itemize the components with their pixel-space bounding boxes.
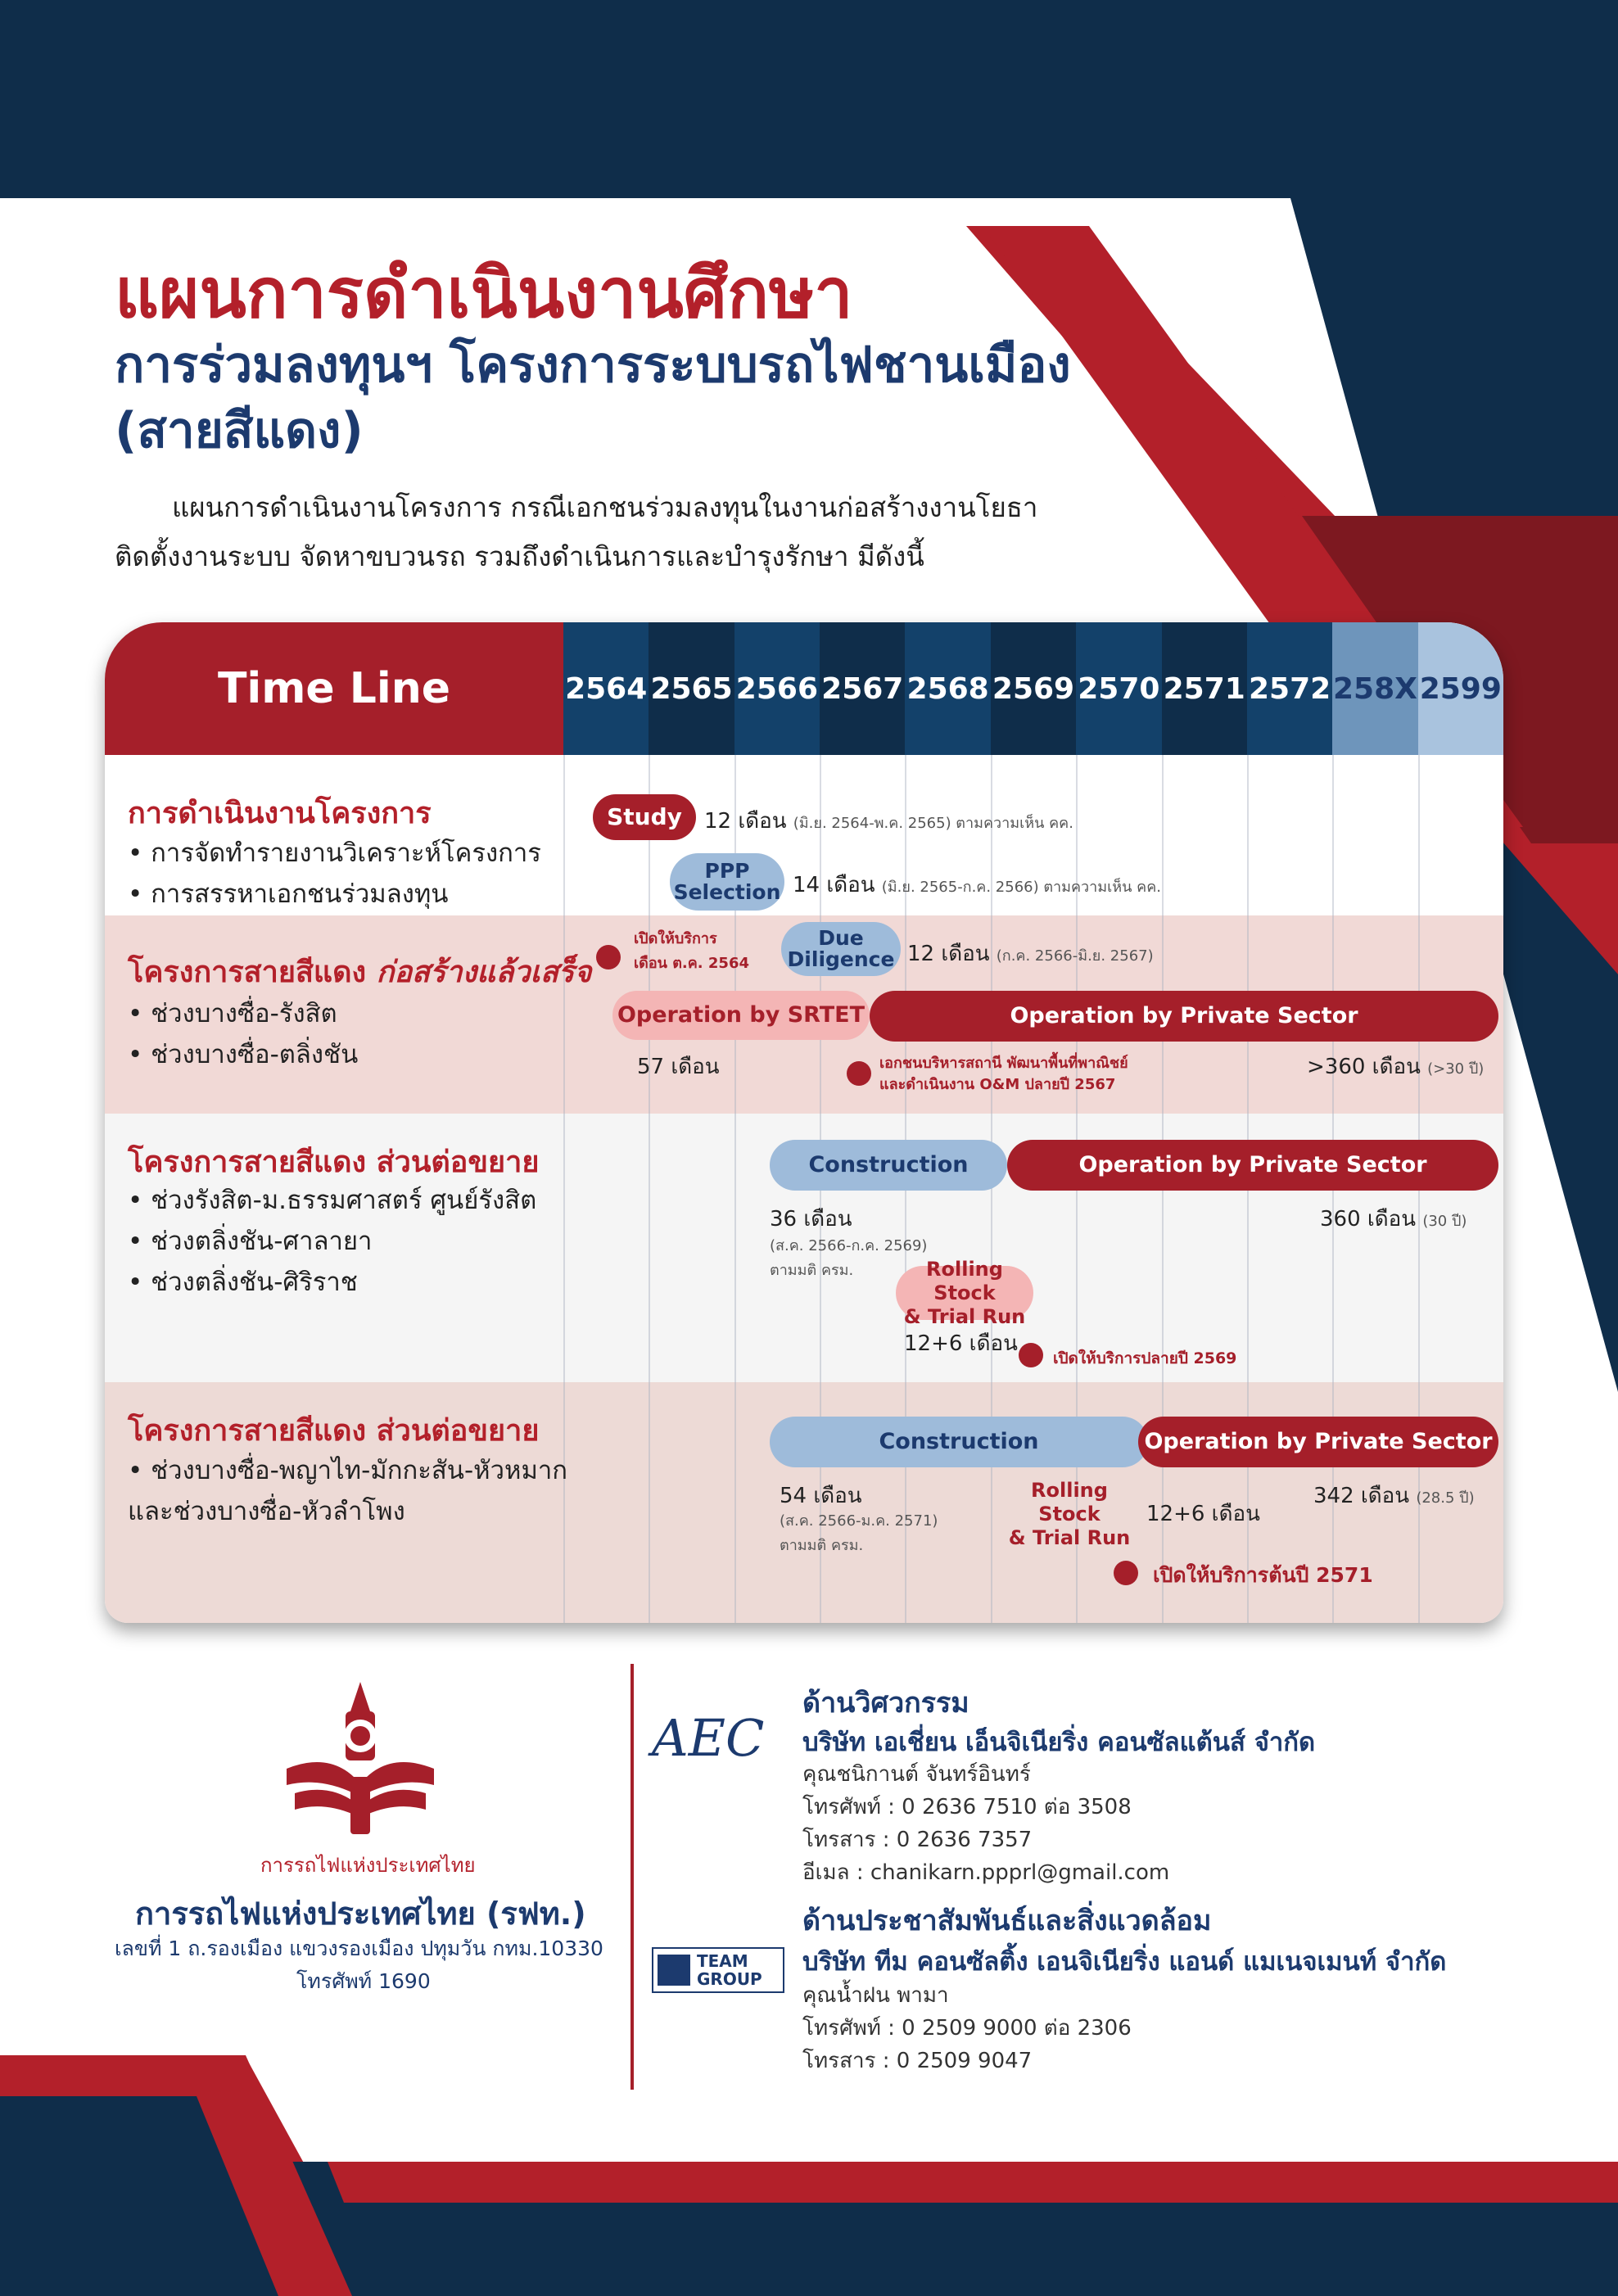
study-note: (มิ.ย. 2564-พ.ค. 2565) ตามความเห็น คค. bbox=[793, 815, 1073, 832]
ppp-duration bbox=[793, 868, 1161, 902]
timeline-header: Time Line bbox=[105, 622, 563, 755]
year-header-0: 2564 bbox=[563, 622, 649, 755]
ppp-selection-bar: PPP Selection bbox=[670, 853, 784, 911]
bullet-text: และช่วงบางซื่อ-หัวลำโพง bbox=[128, 1497, 405, 1526]
construction-duration: 36 เดือน bbox=[770, 1207, 852, 1232]
rolling-stock-label bbox=[1001, 1478, 1138, 1549]
private-duration bbox=[1320, 1202, 1467, 1236]
open-note: เปิดให้บริการปลายปี 2569 bbox=[1053, 1349, 1237, 1367]
engineering-phone: โทรศัพท์ : 0 2636 7510 ต่อ 3508 bbox=[802, 1795, 1132, 1819]
bullet-text: ช่วงบางซื่อ-ตลิ่งชัน bbox=[151, 1040, 359, 1069]
team-logo-icon bbox=[658, 1955, 690, 1986]
pr-fax: โทรสาร : 0 2509 9047 bbox=[802, 2049, 1033, 2073]
srtet-duration: 57 เดือน bbox=[637, 1055, 720, 1079]
private-duration bbox=[1307, 1050, 1484, 1083]
open-marker bbox=[1019, 1343, 1043, 1367]
row-bullet: • ช่วงบางซื่อ-ตลิ่งชัน bbox=[128, 1040, 359, 1069]
rolling-stock-bar bbox=[896, 1257, 1033, 1328]
row-bullet: • การสรรหาเอกชนร่วมลงทุน bbox=[128, 879, 449, 909]
srt-phone: โทรศัพท์ 1690 bbox=[296, 1969, 431, 1993]
engineering-contact: คุณชนิกานต์ จันทร์อินทร์ bbox=[802, 1762, 1031, 1787]
engineering-fax: โทรสาร : 0 2636 7357 bbox=[802, 1828, 1033, 1852]
year-header-9: 258X bbox=[1332, 622, 1417, 755]
srt-name: การรถไฟแห่งประเทศไทย (รฟท.) bbox=[135, 1896, 586, 1932]
timeline-table bbox=[105, 622, 1503, 1623]
team-logo-2: GROUP bbox=[697, 1969, 762, 1989]
row-title-a: โครงการสายสีแดง bbox=[128, 956, 367, 989]
handover-note bbox=[879, 1053, 1128, 1096]
row-bullet: • ช่วงตลิ่งชัน-ศาลายา bbox=[128, 1227, 373, 1256]
engineering-company: บริษัท เอเชี่ยน เอ็นจิเนียริ่ง คอนซัลแต้นส์ จำกัด bbox=[802, 1728, 1316, 1757]
rolling-label-1: Rolling Stock bbox=[1031, 1478, 1108, 1525]
row-title-completed bbox=[128, 948, 591, 995]
bullet-text: การจัดทำรายงานวิเคราะห์โครงการ bbox=[151, 838, 541, 868]
construction-note-1: (ส.ค. 2566-ก.ค. 2569) bbox=[770, 1237, 928, 1254]
engineering-heading: ด้านวิศวกรรม bbox=[802, 1687, 969, 1720]
handover-note-1: เอกชนบริหารสถานี พัฒนาพื้นที่พาณิชย์ bbox=[879, 1055, 1128, 1072]
construction-bar: Construction bbox=[770, 1140, 1007, 1191]
year-header-6: 2570 bbox=[1076, 622, 1161, 755]
study-duration bbox=[704, 804, 1073, 838]
private-duration-text: 360 เดือน bbox=[1320, 1207, 1417, 1232]
timeline-row-project bbox=[105, 755, 1503, 915]
construction-note-1: (ส.ค. 2566-ม.ค. 2571) bbox=[780, 1512, 938, 1530]
srtet-operation-bar: Operation by SRTET bbox=[612, 991, 870, 1040]
pr-contact: คุณน้ำฝน พามา bbox=[802, 1983, 949, 2008]
year-header-3: 2567 bbox=[820, 622, 905, 755]
srt-address: เลขที่ 1 ถ.รองเมือง แขวงรองเมือง ปทุมวัน กทม.10330 bbox=[115, 1937, 603, 1960]
timeline-row-completed bbox=[105, 915, 1503, 1114]
open-marker bbox=[1114, 1561, 1138, 1585]
ppp-duration-text: 14 เดือน bbox=[793, 873, 875, 897]
bullet-text: ช่วงบางซื่อ-พญาไท-มักกะสัน-หัวหมาก bbox=[151, 1456, 568, 1485]
year-header-10: 2599 bbox=[1418, 622, 1503, 755]
private-operation-bar: Operation by Private Sector bbox=[1138, 1417, 1498, 1467]
year-header-5: 2569 bbox=[991, 622, 1076, 755]
private-duration-text: 342 เดือน bbox=[1313, 1484, 1410, 1508]
year-header-2: 2566 bbox=[734, 622, 820, 755]
row-title-extension: โครงการสายสีแดง ส่วนต่อขยาย bbox=[128, 1146, 540, 1179]
open-note-2: เดือน ต.ค. 2564 bbox=[634, 955, 749, 972]
footer-divider bbox=[630, 1664, 634, 2090]
dd-duration-text: 12 เดือน bbox=[907, 942, 990, 966]
construction-bar: Construction bbox=[770, 1417, 1148, 1467]
year-header-8: 2572 bbox=[1247, 622, 1332, 755]
study-bar: Study bbox=[593, 794, 696, 840]
srt-logo-icon bbox=[278, 1679, 442, 1842]
open-note: เปิดให้บริการต้นปี 2571 bbox=[1153, 1563, 1373, 1587]
year-header-7: 2571 bbox=[1162, 622, 1247, 755]
open-note-1: เปิดให้บริการ bbox=[634, 930, 717, 947]
due-diligence-bar: Due Diligence bbox=[781, 922, 901, 976]
intro-paragraph bbox=[115, 483, 1081, 581]
dd-note: (ก.ค. 2566-มิ.ย. 2567) bbox=[996, 947, 1154, 965]
construction-note-2: ตามมติ ครม. bbox=[780, 1537, 864, 1554]
page-subtitle: การร่วมลงทุนฯ โครงการระบบรถไฟชานเมือง bbox=[115, 337, 1071, 394]
dd-duration bbox=[907, 937, 1154, 970]
intro-line-1: แผนการดำเนินงานโครงการ กรณีเอกชนร่วมลงทุนในงานก่อสร้างงานโยธา bbox=[172, 491, 1038, 523]
construction-note-2: ตามมติ ครม. bbox=[770, 1262, 854, 1279]
private-note: (28.5 ปี) bbox=[1416, 1489, 1475, 1507]
row-bullet: • ช่วงรังสิต-ม.ธรรมศาสตร์ ศูนย์รังสิต bbox=[128, 1186, 537, 1215]
private-operation-bar: Operation by Private Sector bbox=[870, 991, 1498, 1042]
rolling-label-1: Rolling Stock bbox=[926, 1257, 1003, 1304]
row-bullet: • ช่วงตลิ่งชัน-ศิริราช bbox=[128, 1268, 358, 1297]
construction-duration: 54 เดือน bbox=[780, 1484, 862, 1508]
row-bullet: • ช่วงบางซื่อ-รังสิต bbox=[128, 999, 337, 1028]
timeline-row-extension-1 bbox=[105, 1114, 1503, 1382]
handover-note-2: และดำเนินงาน O&M ปลายปี 2567 bbox=[879, 1076, 1116, 1093]
private-duration-text: >360 เดือน bbox=[1307, 1055, 1421, 1079]
row-title-project: การดำเนินงานโครงการ bbox=[128, 797, 432, 830]
bullet-text: ช่วงรังสิต-ม.ธรรมศาสตร์ ศูนย์รังสิต bbox=[151, 1186, 537, 1215]
rolling-label-2: & Trial Run bbox=[1008, 1525, 1131, 1549]
open-note bbox=[634, 927, 749, 976]
rolling-label-2: & Trial Run bbox=[903, 1304, 1026, 1328]
intro-line-2: ติดตั้งงานระบบ จัดหาขบวนรถ รวมถึงดำเนินการและบำรุงรักษา มีดังนี้ bbox=[115, 540, 924, 572]
team-logo-1: TEAM bbox=[697, 1951, 748, 1971]
bullet-text: การสรรหาเอกชนร่วมลงทุน bbox=[151, 879, 449, 909]
year-header-4: 2568 bbox=[905, 622, 990, 755]
private-note: (30 ปี) bbox=[1422, 1213, 1467, 1230]
pr-company: บริษัท ทีม คอนซัลติ้ง เอนจิเนียริ่ง แอนด์ แมเนจเมนท์ จำกัด bbox=[802, 1947, 1447, 1977]
bullet-text: ช่วงบางซื่อ-รังสิต bbox=[151, 999, 337, 1028]
ppp-note: (มิ.ย. 2565-ก.ค. 2566) ตามความเห็น คค. bbox=[881, 879, 1161, 896]
pr-heading: ด้านประชาสัมพันธ์และสิ่งแวดล้อม bbox=[802, 1905, 1212, 1937]
study-duration-text: 12 เดือน bbox=[704, 809, 787, 834]
row-title-extension: โครงการสายสีแดง ส่วนต่อขยาย bbox=[128, 1414, 540, 1448]
row-bullet bbox=[128, 1490, 405, 1531]
srt-logo-caption: การรถไฟแห่งประเทศไทย bbox=[260, 1854, 476, 1877]
team-logo bbox=[652, 1947, 784, 1993]
engineering-email: อีเมล : chanikarn.ppprl@gmail.com bbox=[802, 1860, 1170, 1885]
handover-marker bbox=[847, 1061, 871, 1086]
year-header-1: 2565 bbox=[649, 622, 734, 755]
aec-logo: AEC bbox=[652, 1708, 765, 1768]
team-logo-text bbox=[697, 1952, 762, 1988]
private-note: (>30 ปี) bbox=[1427, 1060, 1485, 1078]
row-title-b: ก่อสร้างแล้วเสร็จ bbox=[376, 956, 592, 989]
rolling-duration: 12+6 เดือน bbox=[1146, 1502, 1260, 1526]
open-marker bbox=[596, 945, 621, 969]
bullet-text: ช่วงตลิ่งชัน-ศิริราช bbox=[151, 1268, 358, 1297]
private-operation-bar: Operation by Private Sector bbox=[1007, 1140, 1498, 1191]
row-bullet: • การจัดทำรายงานวิเคราะห์โครงการ bbox=[128, 838, 541, 868]
private-duration bbox=[1313, 1479, 1475, 1512]
row-bullet: • ช่วงบางซื่อ-พญาไท-มักกะสัน-หัวหมาก bbox=[128, 1456, 568, 1485]
page-title: แผนการดำเนินงานศึกษา bbox=[115, 253, 853, 333]
page-subtitle-line2: (สายสีแดง) bbox=[115, 402, 364, 459]
rolling-duration: 12+6 เดือน bbox=[904, 1331, 1018, 1356]
pr-phone: โทรศัพท์ : 0 2509 9000 ต่อ 2306 bbox=[802, 2016, 1132, 2041]
bullet-text: ช่วงตลิ่งชัน-ศาลายา bbox=[151, 1227, 373, 1256]
timeline-row-extension-2 bbox=[105, 1382, 1503, 1623]
